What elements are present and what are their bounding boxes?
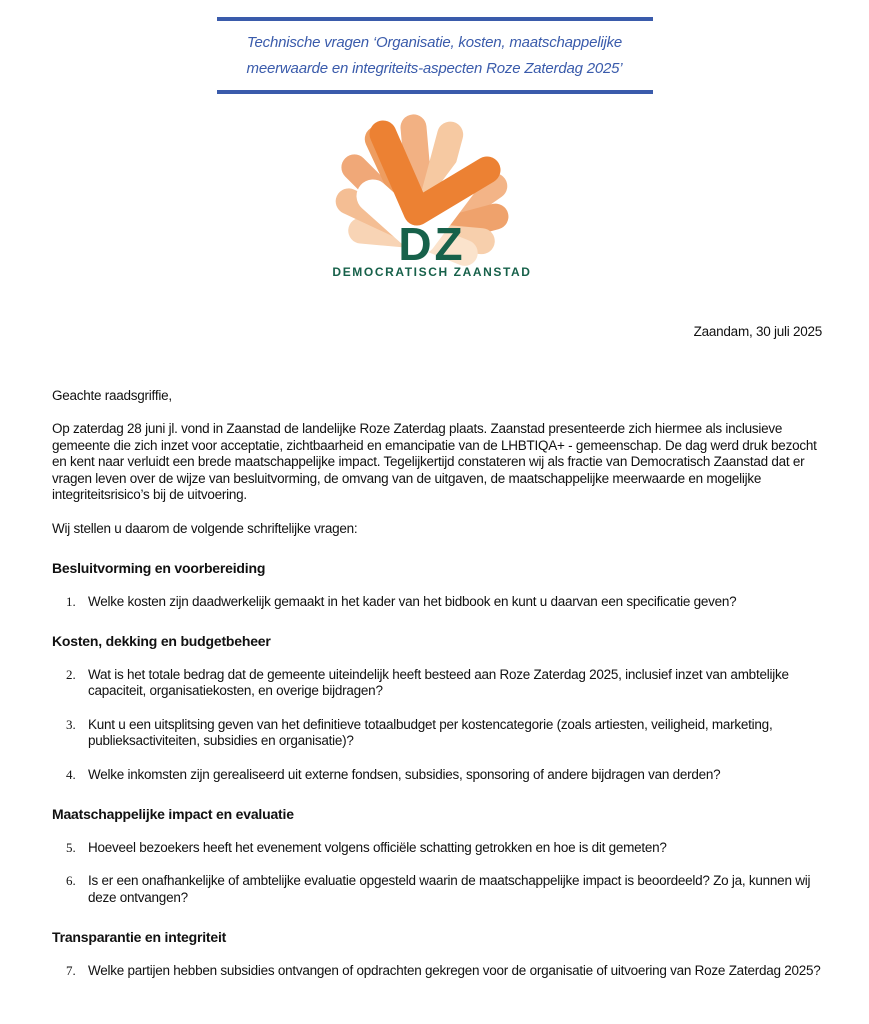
question-section (52, 806, 822, 906)
question-text: Welke partijen hebben subsidies ontvangen of opdrachten gekregen voor de organisatie of uitvoering van Roze Zaterdag 2025? (88, 962, 821, 978)
question-item (66, 963, 822, 980)
question-text: Welke kosten zijn daadwerkelijk gemaakt in het kader van het bidbook en kunt u daarvan een specificatie geven? (88, 593, 737, 609)
section-heading: Transparantie en integriteit (52, 929, 227, 945)
question-section (52, 560, 822, 610)
logo-party-name: DEMOCRATISCH ZAANSTAD (331, 265, 532, 279)
question-item (66, 667, 822, 700)
question-number: 7. (66, 962, 76, 978)
question-section (52, 633, 822, 783)
question-text: Is er een onafhankelijke of ambtelijke evaluatie opgesteld waarin de maatschappelijke impact is beoordeeld? Zo ja, kunnen wij deze ontvangen? (88, 873, 811, 905)
question-text: Kunt u een uitsplitsing geven van het definitieve totaalbudget per kostencategorie (zoals artiesten, veiligheid, marketing, publieksactiviteiten, subsidies en organisatie)? (88, 716, 773, 748)
question-section (52, 929, 822, 979)
question-item (66, 594, 822, 611)
date-line: Zaandam, 30 juli 2025 (693, 324, 822, 339)
party-logo (330, 108, 540, 280)
question-text: Wat is het totale bedrag dat de gemeente uiteindelijk heeft besteed aan Roze Zaterdag 2025, inclusief inzet van ambtelijke capaciteit, organisatiekosten, en overige bijdragen? (88, 666, 789, 698)
section-questions (52, 667, 822, 784)
section-questions (52, 594, 822, 611)
question-number: 5. (66, 839, 76, 855)
question-number: 6. (66, 873, 76, 888)
question-text: Welke inkomsten zijn gerealiseerd uit externe fondsen, subsidies, sponsoring of andere bijdragen van derden? (88, 766, 721, 782)
question-number: 3. (66, 716, 76, 732)
question-number: 4. (66, 766, 76, 782)
question-item (66, 840, 822, 857)
section-heading: Besluitvorming en voorbereiding (52, 560, 266, 576)
dz-fan-logo-icon (330, 108, 540, 280)
letter-body (0, 324, 869, 979)
question-item (66, 767, 822, 784)
section-questions (52, 963, 822, 980)
question-item (66, 873, 822, 906)
section-questions (52, 840, 822, 907)
intro-paragraph: Op zaterdag 28 juni jl. vond in Zaanstad de landelijke Roze Zaterdag plaats. Zaanstad presenteerde zich hiermee als inclusieve gemeente die zich inzet voor acceptatie, zichtbaarheid en emancipatie van de LHBTIQA+ - gemeenschap. De dag werd druk bezocht en kent naar verluidt een brede maatschappelijke impact. Tegelijkertijd constateren wij als fractie van Democratisch Zaanstad dat er vragen leven over de wijze van besluitvorming, de omvang van de uitgaven, de maatschappelijke meerwaarde en mogelijke integriteitsrisico’s bij de uitvoering. (52, 421, 817, 502)
question-number: 1. (66, 593, 76, 609)
document-title-line2: meerwaarde en integriteits-aspecten Roze Zaterdag 2025’ (246, 60, 623, 77)
title-box (217, 17, 653, 94)
section-heading: Maatschappelijke impact en evaluatie (52, 806, 294, 822)
question-number: 2. (66, 666, 76, 682)
question-item (66, 717, 822, 750)
salutation: Geachte raadsgriffie, (52, 387, 172, 403)
lead-in-line: Wij stellen u daarom de volgende schriftelijke vragen: (52, 520, 358, 536)
question-text: Hoeveel bezoekers heeft het evenement volgens officiële schatting getrokken en hoe is dit gemeten? (88, 839, 667, 855)
logo-monogram: DZ (397, 218, 466, 270)
sections (52, 560, 822, 979)
document-title-line1: Technische vragen ‘Organisatie, kosten, maatschappelijke (246, 34, 623, 51)
section-heading: Kosten, dekking en budgetbeheer (52, 633, 271, 649)
